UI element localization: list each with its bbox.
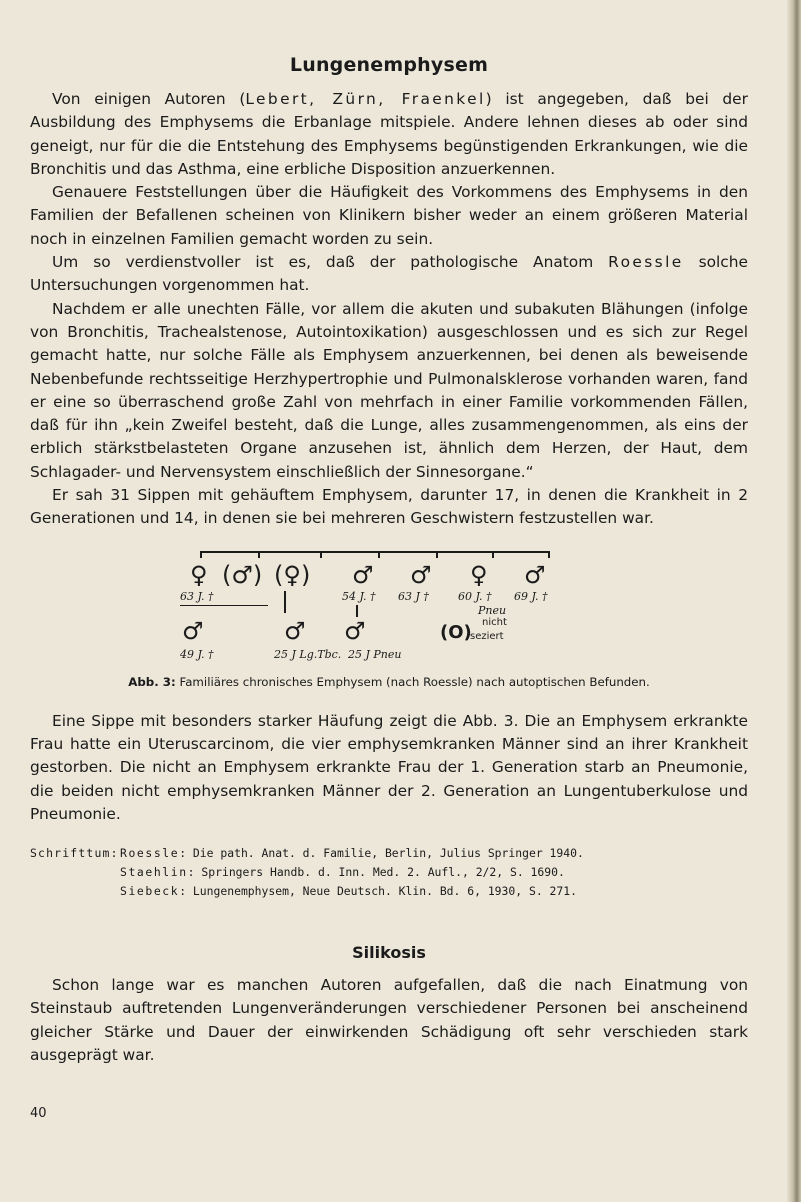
female-unaffected-symbol: (♀) (274, 560, 311, 589)
connector-tick (258, 551, 260, 558)
author-names: Lebert, Zürn, Fraenkel (245, 90, 486, 108)
paragraph-text: Von einigen Autoren ( (52, 90, 246, 108)
paragraph-2: Genauere Feststellungen über die Häufigkeit des Vorkommens des Emphysems in den Familien der Befallenen scheinen von Klinikern bisher weder an einem größeren Material noch in einzelnen Familien gemacht worden zu sein. (30, 183, 748, 248)
legend-text: nicht (482, 616, 507, 628)
cause-label: Pneu (478, 603, 507, 617)
connector-tick (320, 551, 322, 558)
reference-row (30, 882, 748, 901)
paragraph-text: Um so verdienstvoller ist es, daß der pathologische Anatom (52, 253, 609, 272)
author-name: Roessle (608, 253, 684, 272)
page-number: 40 (30, 1106, 47, 1121)
age-label: 54 J. † (342, 589, 376, 603)
reference-text: : Lungenemphysem, Neue Deutsch. Klin. Bd. 6, 1930, S. 271. (179, 884, 577, 899)
connector-tick (200, 551, 202, 558)
connector-line (180, 605, 268, 607)
age-label: 63 J. † (180, 589, 214, 603)
pedigree-figure (30, 551, 748, 666)
reference-row (30, 844, 748, 863)
section-title-silikosis: Silikosis (352, 943, 426, 963)
male-affected-symbol: ♂ (352, 560, 374, 589)
page-content (30, 54, 748, 1067)
age-label: 69 J. † (514, 589, 548, 603)
reference-text: : Springers Handb. d. Inn. Med. 2. Aufl., 2/2, S. 1690. (187, 865, 565, 880)
reference-author: Roessle (120, 846, 180, 861)
caption-label: Abb. 3: (128, 674, 176, 689)
paragraph-3 (30, 251, 748, 298)
male-unaffected-symbol: ♂ (344, 616, 366, 645)
connector-tick (492, 551, 494, 558)
connector-tick (436, 551, 438, 558)
paragraph-text: solche Untersuchungen vorgenommen hat. (30, 253, 748, 295)
page-edge (787, 0, 801, 1202)
male-unaffected-symbol: ♂ (284, 616, 306, 645)
paragraph-5: Er sah 31 Sippen mit gehäuftem Emphysem, darunter 17, in denen die Krankheit in 2 Generationen und 14, in denen sie bei mehreren Geschwistern festzustellen war. (30, 486, 748, 528)
caption-text: Familiäres chronisches Emphysem (nach Roessle) nach autoptischen Befunden. (179, 674, 650, 689)
connector-line (356, 605, 358, 617)
section-title: Lungenemphysem (289, 54, 489, 76)
silikosis-paragraph: Schon lange war es manchen Autoren aufgefallen, daß die nach Einatmung von Steinstaub auftretenden Lungenveränderungen verschiedener Personen bei anscheinend gleicher Stärke und Dauer der einwirkenden Schädigung oft sehr verschieden stark ausgeprägt war. (30, 976, 748, 1065)
references (30, 844, 748, 901)
female-affected-symbol: ♀ (190, 560, 208, 589)
reference-author: Siebeck (120, 884, 180, 899)
age-label: 25 J Lg.Tbc. (274, 647, 342, 661)
legend-text: seziert (470, 630, 504, 642)
age-label: 63 J † (398, 589, 429, 603)
pedigree-connector (200, 551, 550, 559)
connector-tick (548, 551, 550, 558)
reference-row (30, 863, 748, 882)
age-label: 60 J. † (458, 589, 492, 603)
connector-tick (378, 551, 380, 558)
figure-caption (30, 674, 748, 690)
reference-text: : Die path. Anat. d. Familie, Berlin, Julius Springer 1940. (179, 846, 584, 861)
male-affected-symbol: ♂ (410, 560, 432, 589)
paragraph-text: ) ist angegeben, daß bei der Ausbildung des Emphysems die Erbanlage mitspiele. Andere lehnen dieses ab oder sind geneigt, nur für die die Entstehung des Emphysems begünstigenden Erkrankungen, wie die Bronchitis und das Asthma, eine erbliche Disposition anzuerkennen. (30, 90, 748, 178)
male-affected-symbol: ♂ (182, 616, 204, 645)
paragraph-after-figure: Eine Sippe mit besonders starker Häufung zeigt die Abb. 3. Die an Emphysem erkrankte Frau hatte ein Uteruscarcinom, die vier emphysemkranken Männer sind an ihrer Krankheit gestorben. Die nicht an Emphysem erkrankte Frau der 1. Generation starb an Pneumonie, die beiden nicht emphysemkranken Männer der 2. Generation an Lungentuberkulose und Pneumonie. (30, 711, 748, 823)
male-affected-symbol: ♂ (524, 560, 546, 589)
references-label: Schrifttum: (30, 846, 119, 861)
paragraph-1 (30, 88, 748, 181)
paragraph-4: Nachdem er alle unechten Fälle, vor allem die akuten und subakuten Blähungen (infolge von Bronchitis, Trachealstenose, Autointoxikation) ausgeschlossen und es sich zur Regel gemacht hatte, nur solche Fälle als Emphysem anzuerkennen, bei denen als beweisende Nebenbefunde rechtsseitige Herzhypertrophie und Pulmonalsklerose vorhanden waren, fand er eine so überraschend große Zahl von mehrfach in einer Familie vorkommenden Fällen, daß für ihn „kein Zweifel besteht, daß die Lunge, alles zusammengenommen, als eins der erblich stärkstbelasteten Organe anzusehen ist, ähnlich dem Herzen, der Haut, dem Schlagader- und Nervensystem einschließlich der Sinnesorgane.“ (30, 299, 748, 481)
legend-symbol: (O) (440, 621, 472, 643)
male-unaffected-symbol: (♂) (222, 560, 263, 589)
reference-author: Staehlin (120, 865, 188, 880)
age-label: 25 J Pneu (348, 647, 402, 661)
age-label: 49 J. † (180, 647, 214, 661)
female-unaffected-symbol: ♀ (470, 560, 488, 589)
connector-line (284, 591, 286, 613)
